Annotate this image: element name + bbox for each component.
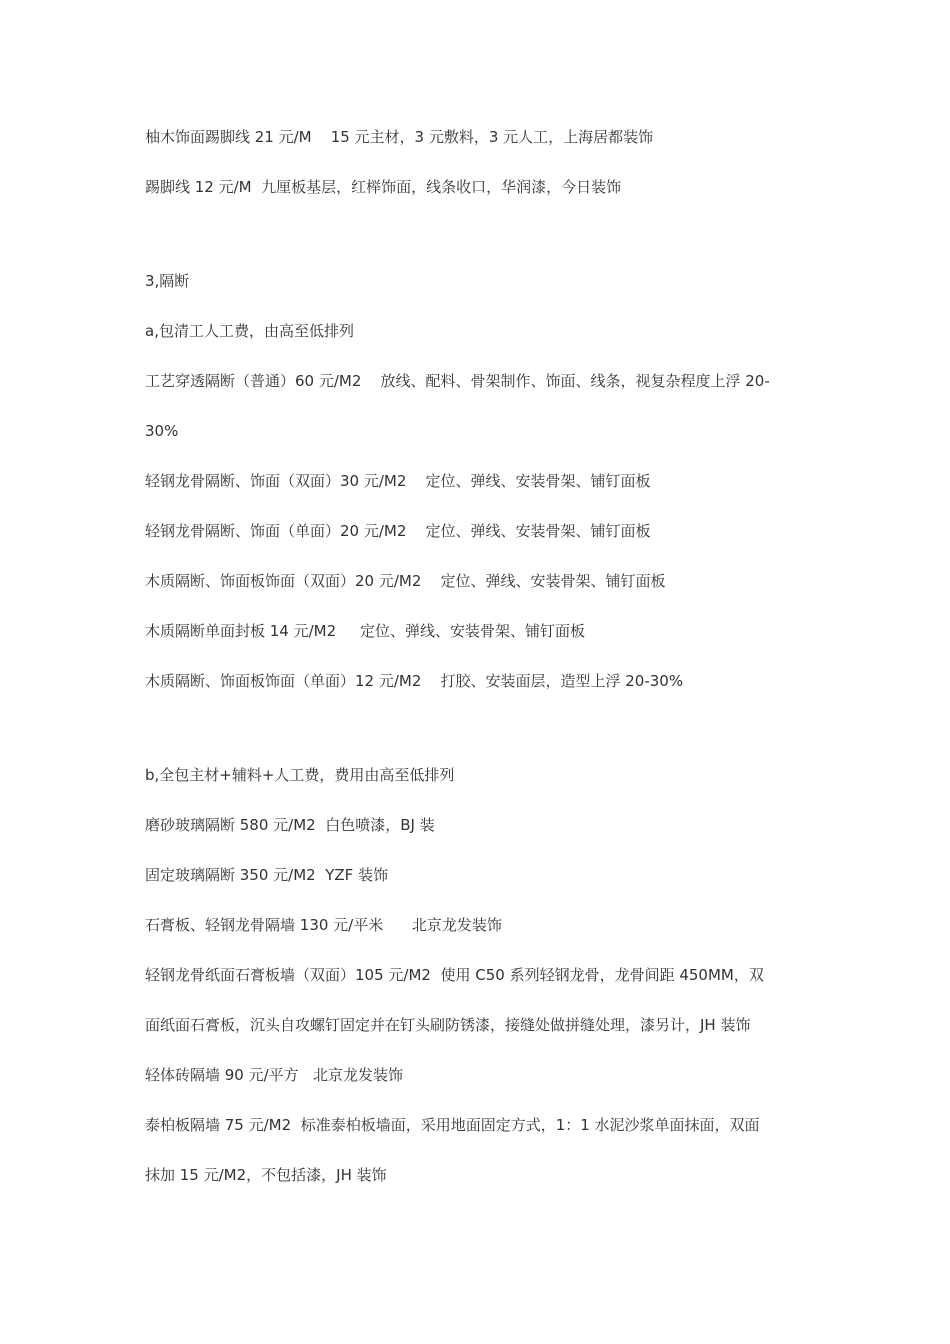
text-line-craft-partition-cont: 30%	[145, 422, 179, 440]
text-line-craft-partition: 工艺穿透隔断（普通）60 元/M2 放线、配料、骨架制作、饰面、线条，视复杂程度上浮 20-	[145, 372, 770, 390]
document-body	[145, 112, 810, 1200]
subsection-heading-full-package: b,全包主材+辅料+人工费，费用由高至低排列	[145, 766, 455, 784]
text-line-gypsum-double: 轻钢龙骨纸面石膏板墙（双面）105 元/M2 使用 C50 系列轻钢龙骨，龙骨间距 450MM，双	[145, 966, 764, 984]
section-heading-partition: 3,隔断	[145, 272, 190, 290]
text-line-steel-single: 轻钢龙骨隔断、饰面（单面）20 元/M2 定位、弹线、安装骨架、铺钉面板	[145, 522, 651, 540]
text-line-gypsum-wall: 石膏板、轻钢龙骨隔墙 130 元/平米 北京龙发装饰	[145, 916, 502, 934]
subsection-heading-labor: a,包清工人工费，由高至低排列	[145, 322, 354, 340]
text-line-light-brick: 轻体砖隔墙 90 元/平方 北京龙发装饰	[145, 1066, 403, 1084]
text-line-taibai-board-cont: 抹加 15 元/M2，不包括漆，JH 装饰	[145, 1166, 387, 1184]
text-line-steel-double: 轻钢龙骨隔断、饰面（双面）30 元/M2 定位、弹线、安装骨架、铺钉面板	[145, 472, 651, 490]
paragraph-gap	[145, 212, 810, 256]
text-line-taibai-board: 泰柏板隔墙 75 元/M2 标准泰柏板墙面，采用地面固定方式，1：1 水泥沙浆单面抹面，双面	[145, 1116, 760, 1134]
text-line-wood-double: 木质隔断、饰面板饰面（双面）20 元/M2 定位、弹线、安装骨架、铺钉面板	[145, 572, 666, 590]
paragraph-gap	[145, 706, 810, 750]
text-line-frosted-glass: 磨砂玻璃隔断 580 元/M2 白色喷漆，BJ 装	[145, 816, 435, 834]
text-line-skirting-teak: 柚木饰面踢脚线 21 元/M 15 元主材，3 元敷料，3 元人工，上海居都装饰	[145, 128, 654, 146]
text-line-fixed-glass: 固定玻璃隔断 350 元/M2 YZF 装饰	[145, 866, 389, 884]
text-line-skirting: 踢脚线 12 元/M 九厘板基层，红榉饰面，线条收口，华润漆，今日装饰	[145, 178, 622, 196]
text-line-wood-single-board: 木质隔断单面封板 14 元/M2 定位、弹线、安装骨架、铺钉面板	[145, 622, 586, 640]
text-line-gypsum-double-cont: 面纸面石膏板，沉头自攻螺钉固定并在钉头刷防锈漆，接缝处做拼缝处理，漆另计，JH 装饰	[145, 1016, 751, 1034]
text-line-wood-single: 木质隔断、饰面板饰面（单面）12 元/M2 打胶、安装面层，造型上浮 20-30%	[145, 672, 684, 690]
